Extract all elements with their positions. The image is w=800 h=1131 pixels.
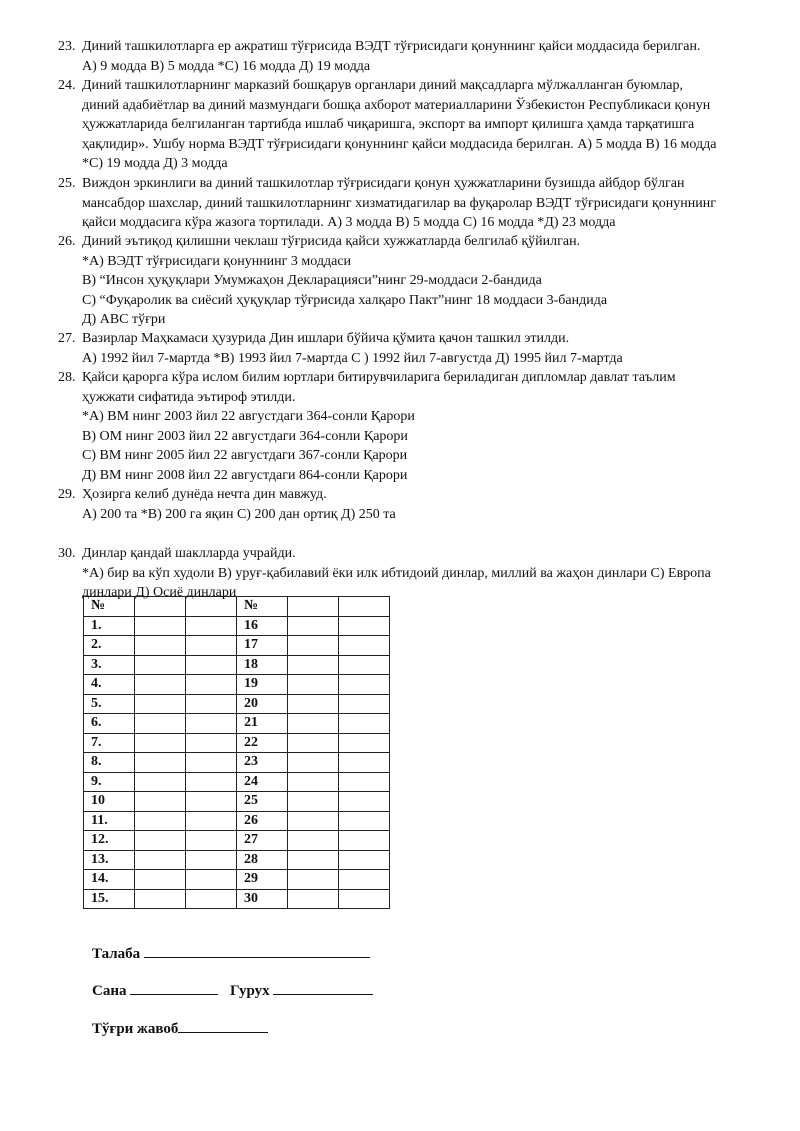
question-body [82, 368, 778, 485]
grid-answer-cell[interactable] [339, 675, 390, 695]
grid-answer-cell[interactable] [288, 753, 339, 773]
answer-option: C) “Фуқаролик ва сиёсий ҳуқуқлар тўғрисида халқаро Пакт”нинг 18 моддаси 3-бандида [82, 292, 608, 308]
grid-question-number: 18 [237, 655, 288, 675]
grid-answer-cell[interactable] [135, 772, 186, 792]
grid-answer-cell[interactable] [186, 889, 237, 909]
grid-question-number: 12. [84, 831, 135, 851]
grid-question-number: 27 [237, 831, 288, 851]
grid-question-number: 17 [237, 636, 288, 656]
grid-answer-cell[interactable] [186, 850, 237, 870]
question-item [58, 485, 778, 524]
question-text-line: Ҳозирга келиб дунёда нечта дин мавжуд. [82, 487, 327, 502]
date-group-line [92, 980, 373, 1000]
date-label: Сана [92, 983, 127, 999]
student-label: Талаба [92, 946, 141, 962]
grid-answer-cell[interactable] [288, 675, 339, 695]
answer-option: *A) бир ва кўп худоли B) уруғ-қабилавий ёки илк ибтидоий динлар, миллий ва жаҳон динлари C) Европа [82, 565, 711, 581]
question-text-line: Диний эътиқод қилишни чеклаш тўғрисида қайси хужжатларда белгилаб қўйилган. [82, 234, 581, 249]
question-number: 24. [58, 78, 76, 93]
correct-answers-label: Тўғри жавоб [92, 1021, 179, 1037]
answer-option: *A) ВМ нинг 2003 йил 22 августдаги 364-сонли Қарори [82, 409, 415, 424]
question-body [82, 174, 778, 233]
answer-option: A) 1992 йил 7-мартда *B) 1993 йил 7-мартда C ) 1992 йил 7-августда Д) 1995 йил 7-мартда [82, 350, 623, 366]
grid-question-number: 30 [237, 889, 288, 909]
grid-question-number: 9. [84, 772, 135, 792]
question-text-line: Диний ташкилотларнинг марказий бошқарув органлари диний мақсадларга мўлжалланган буюмлар, [82, 78, 684, 93]
grid-answer-cell[interactable] [339, 753, 390, 773]
question-text-line: Диний ташкилотларга ер ажратиш тўғрисида ВЭДТ тўғрисидаги қонуннинг қайси моддасида берилган. [82, 39, 701, 54]
question-text-line: *C) 19 модда Д) 3 модда [82, 156, 228, 171]
grid-row [84, 694, 390, 714]
grid-question-number: 16 [237, 616, 288, 636]
grid-row [84, 655, 390, 675]
grid-answer-cell[interactable] [186, 811, 237, 831]
question-item [58, 37, 778, 76]
answer-option: *A) ВЭДТ тўғрисидаги қонуннинг 3 моддаси [82, 253, 352, 269]
correct-answers-blank[interactable] [178, 1018, 268, 1033]
answer-option: B) ОМ нинг 2003 йил 22 августдаги 364-сонли Қарори [82, 428, 408, 444]
question-body [82, 544, 778, 603]
grid-row [84, 870, 390, 890]
answer-option: Д) ABC тўғри [82, 312, 166, 327]
question-number: 30. [58, 546, 76, 561]
grid-question-number: 6. [84, 714, 135, 734]
grid-answer-cell[interactable] [186, 870, 237, 890]
grid-answer-cell[interactable] [288, 597, 339, 617]
grid-question-number: 4. [84, 675, 135, 695]
grid-answer-cell[interactable] [135, 655, 186, 675]
answer-option: динлари Д) Осиё динлари [82, 585, 237, 600]
grid-answer-cell[interactable] [339, 889, 390, 909]
grid-row [84, 772, 390, 792]
question-item [58, 544, 778, 603]
grid-answer-cell[interactable] [135, 733, 186, 753]
grid-answer-cell[interactable] [288, 792, 339, 812]
grid-row [84, 850, 390, 870]
question-item [58, 174, 778, 233]
student-name-line [92, 943, 370, 963]
grid-answer-cell[interactable] [288, 772, 339, 792]
grid-row [84, 811, 390, 831]
grid-answer-cell[interactable] [339, 636, 390, 656]
grid-row [84, 675, 390, 695]
grid-answer-cell[interactable] [339, 655, 390, 675]
grid-answer-cell[interactable] [288, 850, 339, 870]
grid-row [84, 733, 390, 753]
question-text-line: Динлар қандай шаклларда учрайди. [82, 546, 296, 561]
question-text-line: ҳужжати сифатида эътироф этилди. [82, 389, 296, 405]
student-name-blank[interactable] [144, 943, 370, 958]
grid-row [84, 753, 390, 773]
answer-option: B) “Инсон ҳуқуқлари Умумжаҳон Декларацияси”нинг 29-моддаси 2-бандида [82, 273, 542, 288]
question-number: 28. [58, 370, 76, 385]
grid-answer-cell[interactable] [339, 772, 390, 792]
grid-answer-cell[interactable] [339, 811, 390, 831]
question-body [82, 329, 778, 368]
question-number: 29. [58, 487, 76, 502]
grid-header-row [84, 597, 390, 617]
grid-question-number: 20 [237, 694, 288, 714]
grid-question-number: 15. [84, 889, 135, 909]
grid-question-number: 28 [237, 850, 288, 870]
grid-answer-cell[interactable] [135, 616, 186, 636]
question-body [82, 485, 778, 524]
grid-answer-cell[interactable] [339, 850, 390, 870]
question-number: 23. [58, 39, 76, 54]
answer-option: A) 200 та *B) 200 га яқин C) 200 дан ортиқ Д) 250 та [82, 506, 396, 522]
grid-question-number: 2. [84, 636, 135, 656]
grid-header-number: № [84, 597, 135, 617]
grid-answer-cell[interactable] [339, 831, 390, 851]
grid-answer-cell[interactable] [186, 597, 237, 617]
grid-row [84, 889, 390, 909]
grid-answer-cell[interactable] [135, 870, 186, 890]
grid-answer-cell[interactable] [288, 811, 339, 831]
grid-answer-cell[interactable] [186, 616, 237, 636]
grid-answer-cell[interactable] [288, 694, 339, 714]
grid-row [84, 831, 390, 851]
grid-answer-cell[interactable] [339, 870, 390, 890]
question-body [82, 232, 778, 330]
date-blank[interactable] [130, 980, 218, 995]
question-text-line: мансабдор шахслар, диний ташкилотларнинг хизматидагилар ва фуқаролар ВЭДТ тўғрисидаги қонуннинг [82, 195, 716, 211]
grid-question-number: 29 [237, 870, 288, 890]
grid-question-number: 14. [84, 870, 135, 890]
grid-question-number: 21 [237, 714, 288, 734]
grid-answer-cell[interactable] [135, 675, 186, 695]
grid-answer-cell[interactable] [288, 733, 339, 753]
grid-answer-cell[interactable] [288, 655, 339, 675]
grid-answer-cell[interactable] [135, 889, 186, 909]
grid-question-number: 22 [237, 733, 288, 753]
correct-answers-line [92, 1018, 268, 1038]
grid-answer-cell[interactable] [186, 636, 237, 656]
grid-question-number: 13. [84, 850, 135, 870]
answer-option: Д) ВМ нинг 2008 йил 22 августдаги 864-сонли Қарори [82, 467, 408, 483]
grid-answer-cell[interactable] [186, 733, 237, 753]
grid-answer-cell[interactable] [135, 753, 186, 773]
grid-question-number: 25 [237, 792, 288, 812]
question-item [58, 76, 778, 174]
grid-answer-cell[interactable] [135, 694, 186, 714]
grid-answer-cell[interactable] [186, 675, 237, 695]
question-body [82, 76, 778, 174]
question-number: 26. [58, 234, 76, 249]
grid-answer-cell[interactable] [135, 714, 186, 734]
grid-answer-cell[interactable] [186, 714, 237, 734]
question-text-line: Вазирлар Маҳкамаси ҳузурида Дин ишлари бўйича қўмита қачон ташкил этилди. [82, 331, 570, 346]
grid-question-number: 10 [84, 792, 135, 812]
grid-row [84, 616, 390, 636]
grid-question-number: 5. [84, 694, 135, 714]
grid-answer-cell[interactable] [135, 636, 186, 656]
question-text-line: қайси моддасига кўра жазога тортилади. A) 3 модда B) 5 модда C) 16 модда *Д) 23 модда [82, 215, 616, 230]
grid-answer-cell[interactable] [186, 831, 237, 851]
question-item [58, 232, 778, 330]
grid-answer-cell[interactable] [288, 714, 339, 734]
grid-row [84, 792, 390, 812]
grid-answer-cell[interactable] [186, 655, 237, 675]
grid-row [84, 636, 390, 656]
question-text-line: ҳақлидир». Ушбу норма ВЭДТ тўғрисидаги қонуннинг қайси моддасида берилган. A) 5 модда B) 16 модда [82, 136, 717, 152]
grid-answer-cell[interactable] [186, 694, 237, 714]
grid-answer-cell[interactable] [186, 792, 237, 812]
question-item [58, 368, 778, 485]
question-number: 27. [58, 331, 76, 346]
question-item [58, 329, 778, 368]
grid-answer-cell[interactable] [339, 714, 390, 734]
group-blank[interactable] [273, 980, 373, 995]
grid-header-number: № [237, 597, 288, 617]
grid-answer-cell[interactable] [339, 792, 390, 812]
grid-question-number: 3. [84, 655, 135, 675]
grid-answer-cell[interactable] [186, 753, 237, 773]
grid-question-number: 19 [237, 675, 288, 695]
grid-answer-cell[interactable] [288, 889, 339, 909]
question-text-line: ҳужжатларида белгиланган тартибда ишлаб чиқаришга, экспорт ва импорт қилишга ҳамда тарқатишга [82, 117, 695, 132]
grid-answer-cell[interactable] [288, 616, 339, 636]
grid-answer-cell[interactable] [339, 694, 390, 714]
grid-answer-cell[interactable] [339, 733, 390, 753]
grid-answer-cell[interactable] [288, 870, 339, 890]
grid-answer-cell[interactable] [186, 772, 237, 792]
question-text-line: диний адабиётлар ва диний мазмундаги бошқа ахборот материалларини Ўзбекистон Республикаси қонун [82, 97, 711, 113]
grid-answer-cell[interactable] [135, 811, 186, 831]
grid-question-number: 8. [84, 753, 135, 773]
answer-option: C) ВМ нинг 2005 йил 22 августдаги 367-сонли Қарори [82, 448, 408, 463]
grid-answer-cell[interactable] [339, 597, 390, 617]
question-text-line: Қайси қарорга кўра ислом билим юртлари битирувчиларига бериладиган дипломлар давлат таълим [82, 370, 676, 385]
grid-answer-cell[interactable] [135, 792, 186, 812]
question-text-line: Виждон эркинлиги ва диний ташкилотлар тўғрисидаги қонун ҳужжатларини бузишда айбдор бўлган [82, 176, 685, 191]
grid-answer-cell[interactable] [135, 850, 186, 870]
answer-option: A) 9 модда B) 5 модда *C) 16 модда Д) 19 модда [82, 58, 371, 74]
grid-answer-cell[interactable] [288, 636, 339, 656]
question-number: 25. [58, 176, 76, 191]
grid-answer-cell[interactable] [135, 597, 186, 617]
grid-question-number: 1. [84, 616, 135, 636]
grid-question-number: 26 [237, 811, 288, 831]
question-body [82, 37, 778, 76]
answer-grid [83, 596, 390, 909]
grid-question-number: 11. [84, 811, 135, 831]
grid-answer-cell[interactable] [288, 831, 339, 851]
grid-answer-cell[interactable] [339, 616, 390, 636]
grid-question-number: 23 [237, 753, 288, 773]
group-label: Гурух [229, 983, 270, 999]
grid-question-number: 7. [84, 733, 135, 753]
grid-answer-cell[interactable] [135, 831, 186, 851]
grid-question-number: 24 [237, 772, 288, 792]
grid-row [84, 714, 390, 734]
